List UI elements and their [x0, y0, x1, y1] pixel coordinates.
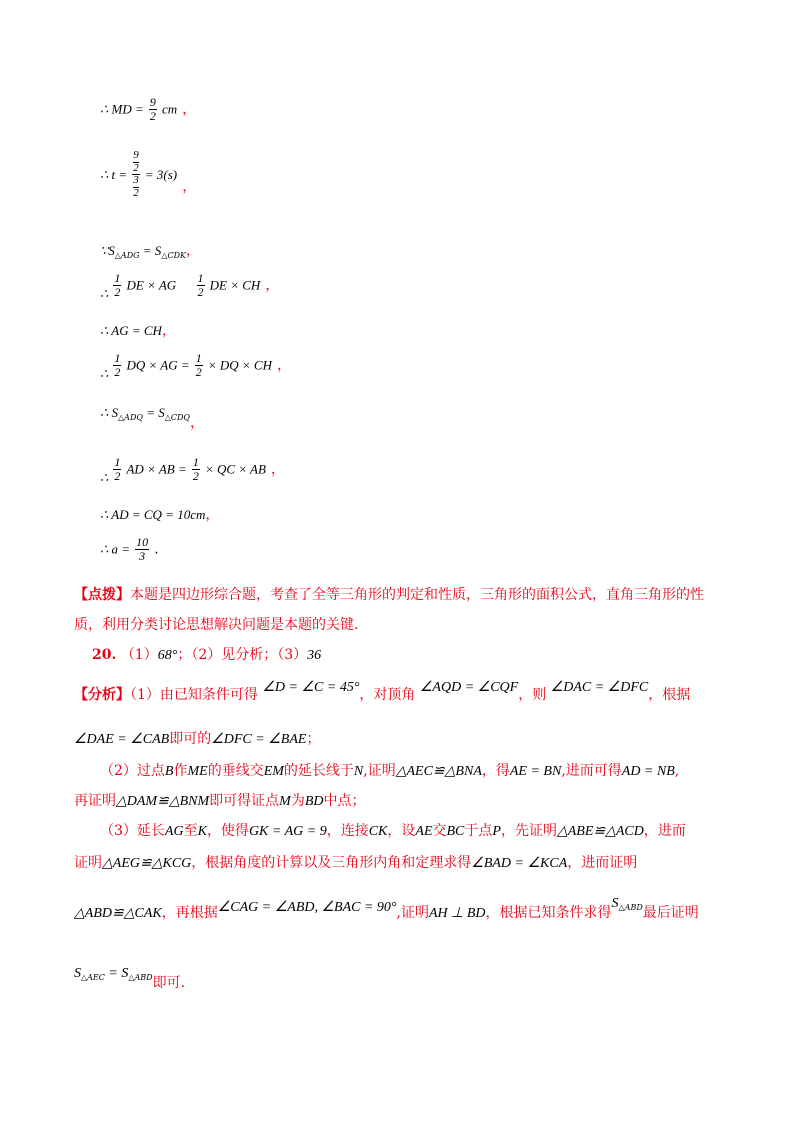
fenxi-part2-cont: 再证明△DAM≌△BNM即可得证点M为BD中点； — [74, 793, 366, 809]
fenxi-part1: 【分析】（1）由已知条件可得 ∠D = ∠C = 45°，对顶角 ∠AQD = ∠CQF，则 ∠DAC = ∠DFC，根据 — [74, 680, 691, 703]
fenxi-part3-cont1: 证明△AEG≌△KCG，根据角度的计算以及三角形内角和定理求得∠BAD = ∠KCA，进而证明 — [74, 855, 638, 871]
step-dq: $_\therefore$ $\frac{1}{2}$ DQ × AG = $\frac{1}{2}$ × DQ × CH ， — [100, 351, 292, 381]
answer-20: 20. （1）68°；（2）见分析；（3）36 — [92, 647, 322, 663]
step-ag-ch: ∴ AG = CH， — [100, 323, 176, 339]
step-area-equal: $\because S_{\triangle ADG} = S_{\triangle CDK}$， — [100, 243, 200, 260]
step-half-products: $_\therefore$ $\frac{1}{2}$ DE × AG $\frac{1}{2}$ DE × CH ， — [100, 271, 280, 301]
step-ad-cq: ∴ AD = CQ = 10cm， — [100, 507, 220, 523]
complex-fraction: 9 2 3 2 — [133, 149, 139, 199]
step-a-value: ∴ a = $\frac{10}{3}$ . — [100, 535, 159, 563]
fenxi-part1-cont: ∠DAE = ∠CAB即可的∠DFC = ∠BAE； — [74, 731, 321, 747]
fenxi-part3-cont2: △ABD≌△CAK，再根据∠CAG = ∠ABD, ∠BAC = 90°,证明AH ⊥ BD，根据已知条件求得$S^{\triangle ABD}$最后证明 — [74, 896, 699, 921]
dianbo-paragraph: 【点拨】本题是四边形综合题，考查了全等三角形的判定和性质，三角形的面积公式，直角三角形的性质，利用分类讨论思想解决问题是本题的关键. — [74, 587, 704, 633]
step-area-dq: ∴ $S_{\triangle ADQ} = S_{\triangle CDQ}$， — [100, 405, 204, 431]
fenxi-part2: （2）过点B作ME的垂线交EM的延长线于N,证明△AEC≌△BNA，得AE = BN,进而可得AD = NB, — [100, 763, 680, 779]
step-ad-ab: $_\therefore$ $\frac{1}{2}$ AD × AB = $\frac{1}{2}$ × QC × AB ， — [100, 455, 286, 485]
fenxi-part3-cont3: $S_{\triangle AEC} = S_{\triangle ABD}$即可. — [74, 966, 186, 991]
fraction: $\frac{9}{2}$ — [149, 95, 156, 123]
step-md: ∴ MD = $\frac{9}{2}$ cm ， — [100, 95, 197, 123]
fenxi-part3: （3）延长AG至K，使得GK = AG = 9，连接CK，设AE交BC于点P，先证明△ABE≌△ACD，进而 — [100, 823, 686, 839]
step-t: ∴ t = 9 2 3 2 = 3(s) ， — [100, 149, 197, 199]
